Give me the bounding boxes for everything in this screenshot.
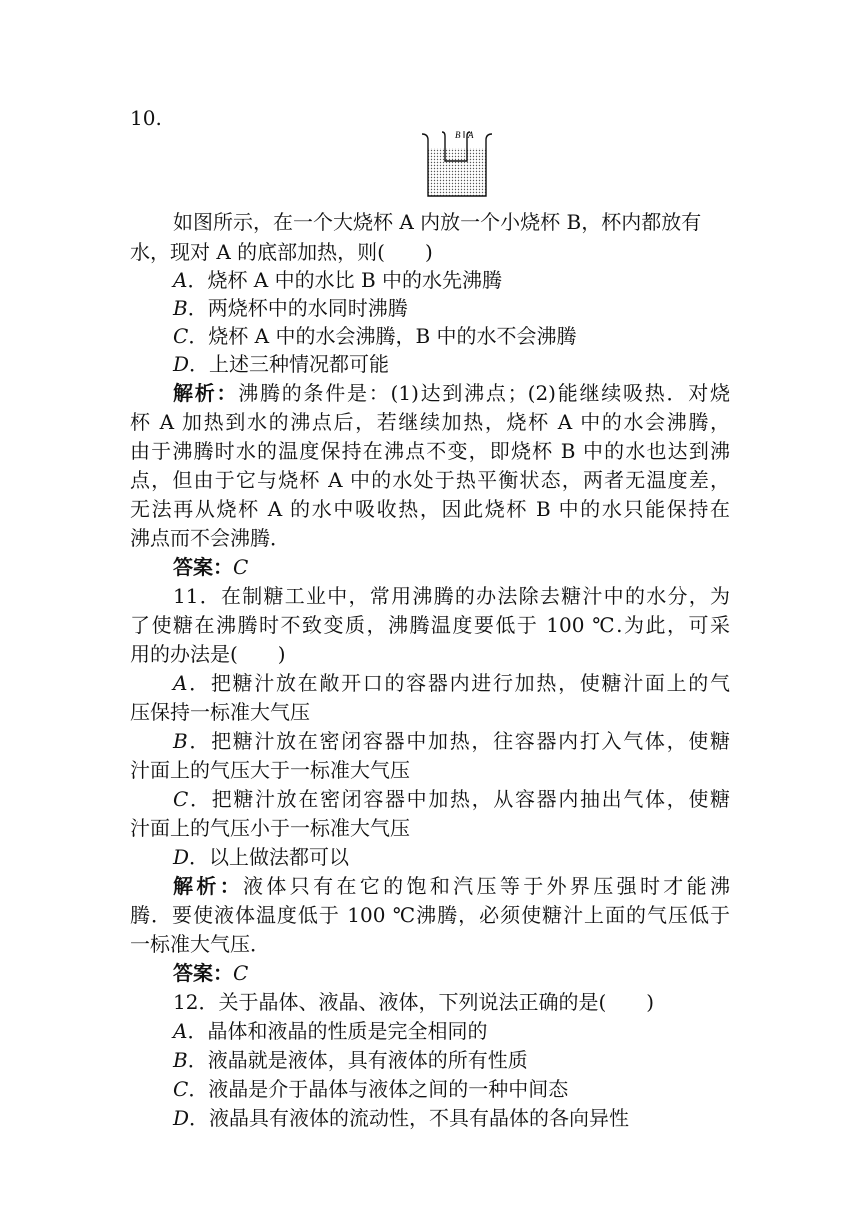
analysis-line: 由于沸腾时水的温度保持在沸点不变，即烧杯 B 中的水也达到沸: [130, 439, 730, 463]
option-c: C．烧杯 A 中的水会沸腾，B 中的水不会沸腾: [173, 324, 577, 348]
analysis-line: 沸点而不会沸腾．: [130, 526, 290, 550]
option-d: D．液晶具有液体的流动性，不具有晶体的各向异性: [173, 1106, 630, 1130]
option-b: B．液晶就是液体，具有液体的所有性质: [173, 1048, 528, 1072]
analysis-line: 点，但由于它与烧杯 A 中的水处于热平衡状态，两者无温度差，: [130, 468, 730, 492]
analysis-line: 解析：沸腾的条件是：(1)达到沸点；(2)能继续吸热．对烧: [173, 381, 730, 405]
analysis-line: 腾．要使液体温度低于 100 ℃沸腾，必须使糖汁上面的气压低于: [130, 903, 730, 927]
option-d: D．以上做法都可以: [173, 845, 350, 869]
option-b: B．两烧杯中的水同时沸腾: [173, 296, 408, 320]
stem-line: 用的办法是( ): [130, 642, 286, 666]
beaker-b-water: [445, 148, 467, 160]
stem-line: 如图所示，在一个大烧杯 A 内放一个小烧杯 B，杯内都放有: [173, 210, 702, 234]
analysis-line: 解析：液体只有在它的饱和汽压等于外界压强时才能沸: [173, 874, 731, 898]
answer-line: 答案：C: [173, 961, 249, 985]
option-c-cont: 汁面上的气压小于一标准大气压: [130, 816, 410, 840]
analysis-line: 无法再从烧杯 A 的水中吸收热，因此烧杯 B 中的水只能保持在: [130, 497, 730, 521]
option-a: A．晶体和液晶的性质是完全相同的: [173, 1019, 488, 1043]
analysis-line: 一标准大气压．: [130, 932, 270, 956]
option-a: A．烧杯 A 中的水比 B 中的水先沸腾: [173, 268, 503, 292]
option-a: A．把糖汁放在敞开口的容器内进行加热，使糖汁面上的气: [173, 671, 730, 695]
beaker-figure: [418, 128, 496, 200]
answer-line: 答案：C: [173, 555, 249, 579]
analysis-line: 杯 A 加热到水的沸点后，若继续加热，烧杯 A 中的水会沸腾，: [130, 410, 730, 434]
stem-line: 了使糖在沸腾时不致变质，沸腾温度要低于 100 ℃.为此，可采: [130, 613, 730, 637]
label-a: A: [468, 130, 474, 140]
option-b-cont: 汁面上的气压大于一标准大气压: [130, 758, 410, 782]
option-c: C．液晶是介于晶体与液体之间的一种中间态: [173, 1077, 569, 1101]
label-b: B: [455, 130, 461, 140]
option-c: C．把糖汁放在密闭容器中加热，从容器内抽出气体，使糖: [173, 787, 730, 811]
option-d: D．上述三种情况都可能: [173, 352, 390, 376]
stem-line: 水，现对 A 的底部加热，则( ): [130, 240, 433, 264]
question-number: 10.: [130, 106, 162, 130]
option-a-cont: 压保持一标准大气压: [130, 700, 310, 724]
stem-line: 12．关于晶体、液晶、液体，下列说法正确的是( ): [173, 990, 655, 1014]
stem-line: 11．在制糖工业中，常用沸腾的办法除去糖汁中的水分，为: [173, 584, 730, 608]
option-b: B．把糖汁放在密闭容器中加热，往容器内打入气体，使糖: [173, 729, 730, 753]
